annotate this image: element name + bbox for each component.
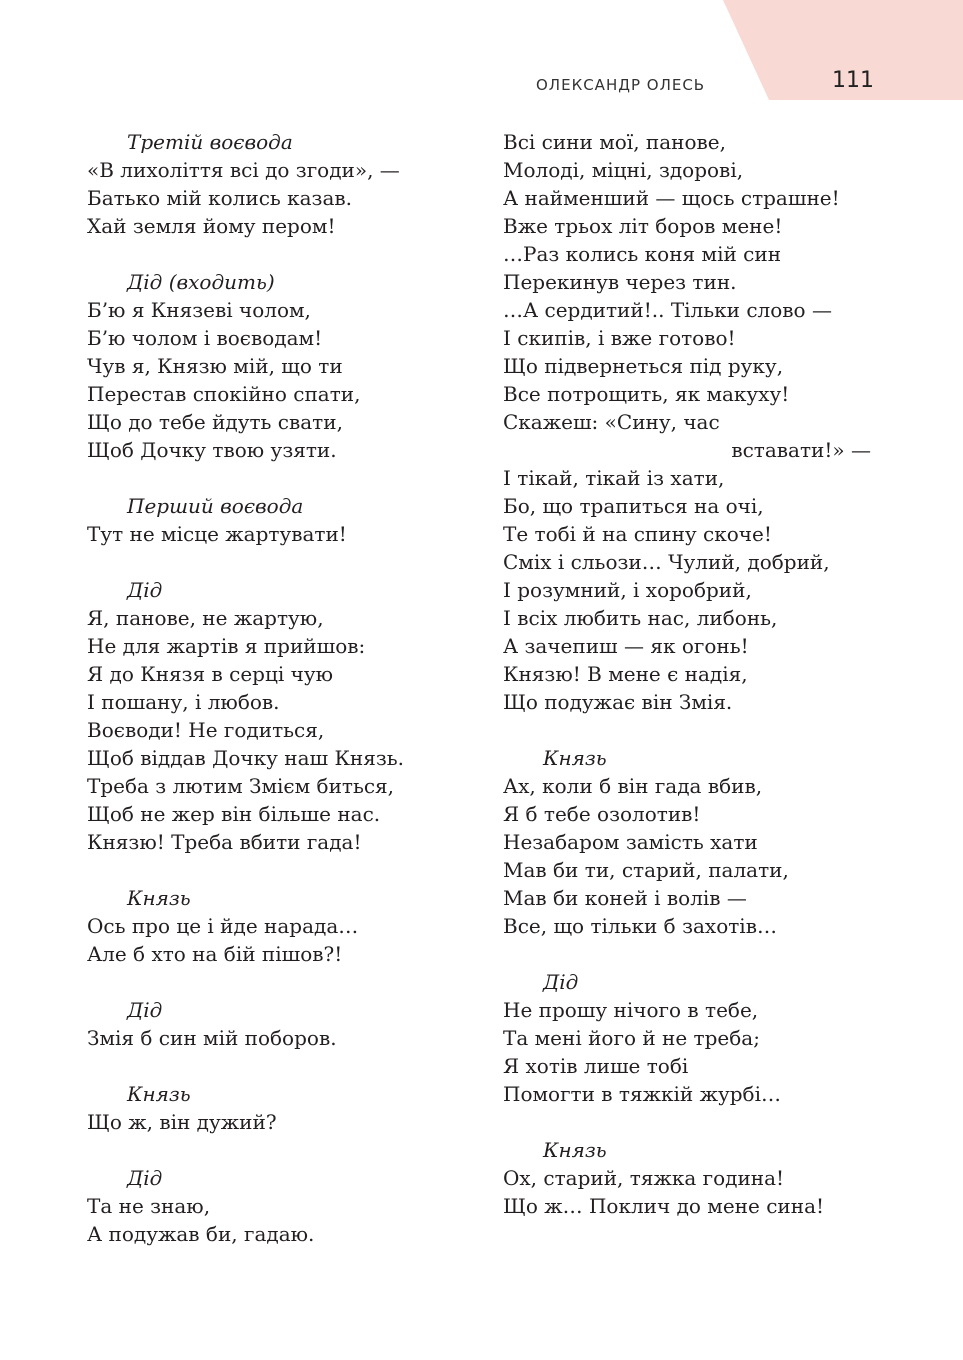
speaker-name: Дід (127, 998, 163, 1022)
speaker-name: Перший воєвода (127, 494, 304, 518)
verse-line: Я хотів лише тобі (503, 1054, 689, 1078)
dialogue-block (87, 884, 487, 968)
verse-line: Вже трьох літ боров мене! (503, 214, 783, 238)
speaker-name: Дід (543, 970, 579, 994)
speaker-name: Князь (543, 1138, 607, 1162)
verse-line: Що ж, він дужий? (87, 1110, 277, 1134)
verse-line: …Раз колись коня мій син (503, 242, 782, 266)
verse-line: Ох, старий, тяжка година! (503, 1166, 785, 1190)
speaker-name: Князь (127, 1082, 191, 1106)
verse-line: Незабаром замість хати (503, 830, 758, 854)
verse-line: Те тобі й на спину скоче! (503, 522, 772, 546)
verse-line: Перестав спокійно спати, (87, 382, 361, 406)
dialogue-block (503, 744, 893, 940)
speaker-name: Дід (127, 1166, 163, 1190)
verse-line: Скажеш: «Сину, час (503, 410, 720, 434)
verse-line: Що підвернеться під руку, (503, 354, 784, 378)
verse-line: Молоді, міцні, здорові, (503, 158, 744, 182)
verse-line: …А сердитий!.. Тільки слово — (503, 298, 832, 322)
verse-line: Все потрощить, як макуху! (503, 382, 790, 406)
verse-line: Все, що тільки б захотів… (503, 914, 777, 938)
verse-line: Щоб віддав Дочку наш Князь. (87, 746, 405, 770)
speaker-name: Князь (543, 746, 607, 770)
verse-line: Що подужає він Змія. (503, 690, 733, 714)
dialogue-block (87, 996, 487, 1052)
right-text-column (503, 128, 893, 1220)
verse-line: Помогти в тяжкій журбі… (503, 1082, 781, 1106)
verse-line-continuation: вставати!» — (731, 438, 871, 462)
verse-line: Воєводи! Не годиться, (87, 718, 325, 742)
verse-line: І всіх любить нас, либонь, (503, 606, 778, 630)
verse-line: Князю! В мене є надія, (503, 662, 748, 686)
verse-line: І скипів, і вже готово! (503, 326, 736, 350)
verse-line: Бо, що трапиться на очі, (503, 494, 764, 518)
dialogue-block (503, 128, 893, 716)
verse-line: А подужав би, гадаю. (87, 1222, 315, 1246)
page-number: 111 (832, 68, 874, 93)
verse-line: Б’ю чолом і воєводам! (87, 326, 323, 350)
verse-line: Ах, коли б він гада вбив, (503, 774, 763, 798)
verse-line: Щоб не жер він більше нас. (87, 802, 381, 826)
verse-line: Щоб Дочку твою узяти. (87, 438, 337, 462)
verse-line: Та не знаю, (87, 1194, 211, 1218)
verse-line: Сміх і сльози… Чулий, добрий, (503, 550, 830, 574)
verse-line: А найменший — щось страшне! (503, 186, 840, 210)
verse-line: Тут не місце жартувати! (87, 522, 347, 546)
verse-line: Чув я, Князю мій, що ти (87, 354, 343, 378)
verse-line: Б’ю я Князеві чолом, (87, 298, 311, 322)
verse-line: Хай земля йому пером! (87, 214, 336, 238)
verse-line: Але б хто на бій пішов?! (87, 942, 343, 966)
verse-line: І тікай, тікай із хати, (503, 466, 725, 490)
left-text-column (87, 128, 487, 1248)
verse-line: Мав би ти, старий, палати, (503, 858, 789, 882)
speaker-name: Третій воєвода (127, 130, 293, 154)
verse-line: Перекинув через тин. (503, 270, 737, 294)
verse-line: І пошану, і любов. (87, 690, 280, 714)
author-running-header: ОЛЕКСАНДР ОЛЕСЬ (536, 76, 706, 94)
verse-line: Та мені його й не треба; (503, 1026, 760, 1050)
verse-line: Що ж… Поклич до мене сина! (503, 1194, 825, 1218)
verse-line: Що до тебе йдуть свати, (87, 410, 343, 434)
verse-line: І розумний, і хоробрий, (503, 578, 752, 602)
dialogue-block (87, 492, 487, 548)
verse-line: Ось про це і йде нарада… (87, 914, 359, 938)
verse-line: Змія б син мій поборов. (87, 1026, 337, 1050)
verse-line: Мав би коней і волів — (503, 886, 747, 910)
verse-line: Князю! Треба вбити гада! (87, 830, 362, 854)
verse-line: Не для жартів я прийшов: (87, 634, 366, 658)
verse-line: Я до Князя в серці чую (87, 662, 334, 686)
verse-line: «В лихоліття всі до згоди», — (87, 158, 400, 182)
verse-line: Я, панове, не жартую, (87, 606, 324, 630)
verse-line: Я б тебе озолотив! (503, 802, 701, 826)
speaker-name: Дід (127, 578, 163, 602)
speaker-name: Дід (входить) (127, 270, 275, 294)
dialogue-block (87, 128, 487, 240)
verse-line: Не прошу нічого в тебе, (503, 998, 759, 1022)
verse-line: Треба з лютим Змієм биться, (87, 774, 395, 798)
dialogue-block (87, 576, 487, 856)
dialogue-block (87, 1080, 487, 1136)
dialogue-block (503, 968, 893, 1108)
dialogue-block (87, 268, 487, 464)
verse-line: Всі сини мої, панове, (503, 130, 726, 154)
dialogue-block (503, 1136, 893, 1220)
speaker-name: Князь (127, 886, 191, 910)
verse-line: А зачепиш — як огонь! (503, 634, 749, 658)
verse-line: Батько мій колись казав. (87, 186, 353, 210)
dialogue-block (87, 1164, 487, 1248)
